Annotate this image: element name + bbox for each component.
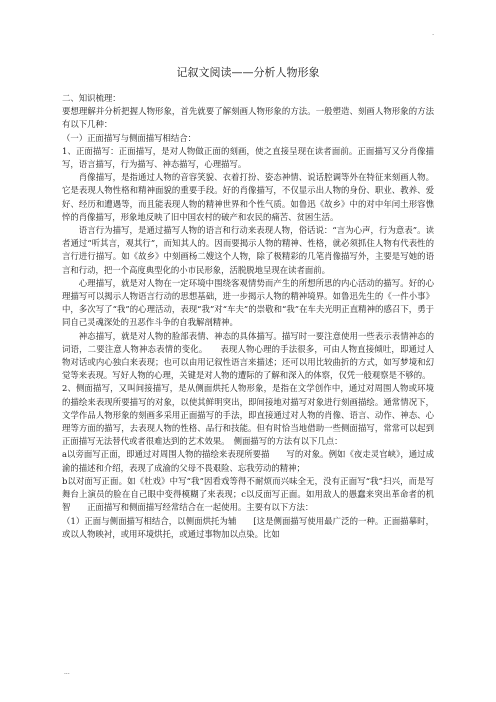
paragraph-direct-description: 1、正面描写：正面描写，是对人物做正面的刻画，使之直接呈现在读者面前。正面描写又分肖像描写，语言描写，行为描写、神态描写，心理描写。: [62, 145, 434, 170]
paragraph-speech-action: 语言行为描写，是通过描写人物的语言和行动来表现人物，俗话说：“言为心声，行为意表”。读者通过“听其言，观其行”，而知其人的。因而要揭示人物的精神、性格，就必须抓住人物有代表性的言行进行描写。如《故乡》中刻画杨二嫂这个人物，除了极精彩的几笔肖像描写外，主要是写她的语言和行动，把一个高度典型化的小市民形象，活脱脱地呈现在读者面前。: [62, 225, 434, 275]
paragraph-portrait: 肖像描写，是指通过人物的音容笑貌、衣着打扮、姿态神情、说话腔调等外在特征来刻画人物。它是表现人物性格和精神面貌的重要手段。好的肖像描写，不仅显示出人物的身份、职业、教养、爱好、经历和遭遇等，而且能表现人物的精神世界和个性气质。如鲁迅《故乡》中的对中年闰土形容憔悴的肖像描写，形象地反映了旧中国农村的破产和农民的痛苦、贫困生活。: [62, 172, 434, 222]
document-title: 记叙文阅读——分析人物形象: [176, 66, 320, 79]
paragraph-indirect-description: 2、侧面描写，又叫间接描写，是从侧面烘托人物形象，是指在文学创作中，通过对周围人物或环境的描绘来表现所要描写的对象，以使其鲜明突出，即间接地对描写对象进行刻画描绘。通常情况下，文学作品人物形象的刻画多采用正面描写的手法，即直接通过对人物的肖像、语言、动作、神态、心理等方面的描写，去表现人物的性格、品行和技能。但有时恰当地借助一些侧面描写，常常可以起到正面描写无法替代或者很难达到的艺术效果。 侧面描写的方法有以下几点：: [62, 383, 434, 447]
paragraph-psychology: 心理描写，就是对人物在一定环境中围绕客观情势而产生的所想所思的内心活动的描写。好的心理描写可以揭示人物语言行动的思想基础，进一步揭示人物的精神境界。如鲁迅先生的《一件小事》中，多次写了“我”的心理活动，表现“我”对“车夫”的崇敬和“我”在车夫光明正直精神的感召下，勇于同自己灵魂深处的丑恶作斗争的自我解剖精神。: [62, 277, 434, 328]
corner-mark: .: [432, 30, 434, 37]
paragraph-method-b-c: b以对面写正面。如《杜戏》中写“我”因看戏等得不耐烦而兴味全无，没有正面写“我”扫兴，而是写舞台上演员的脸在自己眼中变得模糊了来表现；c以反面写正面。如用敌人的愚蠢来突出革命者的机智 正面描写和侧面描写经常结合在一起使用。主要有以下方法：: [62, 475, 434, 513]
subsection-heading: （一）正面描写与侧面描写相结合：: [62, 132, 196, 143]
intro-paragraph: 要想理解并分析把握人物形象，首先就要了解刻画人物形象的方法。一般塑造、刻画人物形象的方法有以下几种：: [62, 106, 434, 130]
document-body: [62, 66, 434, 541]
footer-mark: ...: [64, 669, 70, 676]
section-heading: 二、知识梳理：: [62, 93, 121, 103]
paragraph-combined-1: （1）正面与侧面描写相结合，以侧面烘托为辅 [这是侧面描写使用最广泛的一种。正面描摹时，或以人物映衬，或用环境烘托，或通过事物加以点染。比如: [62, 515, 434, 539]
paragraph-method-a: a以旁面写正面，即通过对周围人物的描绘来表现所要描 写的对象。例如《夜走灵官峡》，通过成渝的描述和介绍，表现了成渝的父母不畏艰险、忘我劳动的精神；: [62, 449, 434, 473]
paragraph-expression: 神态描写，就是对人物的脸部表情、神态的具体描写。描写时一要注意使用一些表示表情神态的词语，二要注意人物神态表情的变化。 表现人物心理的手法很多，可由人物直接倾吐，即通过人物对话或内心独白来表现；也可以由用记叙性语言来描述；还可以用比较曲折的方式，如写梦境和幻觉等来表现。写好人物的心理，关键是对人物的遭际的了解和深入的体察，仅凭一般观察是不够的。: [62, 330, 434, 381]
